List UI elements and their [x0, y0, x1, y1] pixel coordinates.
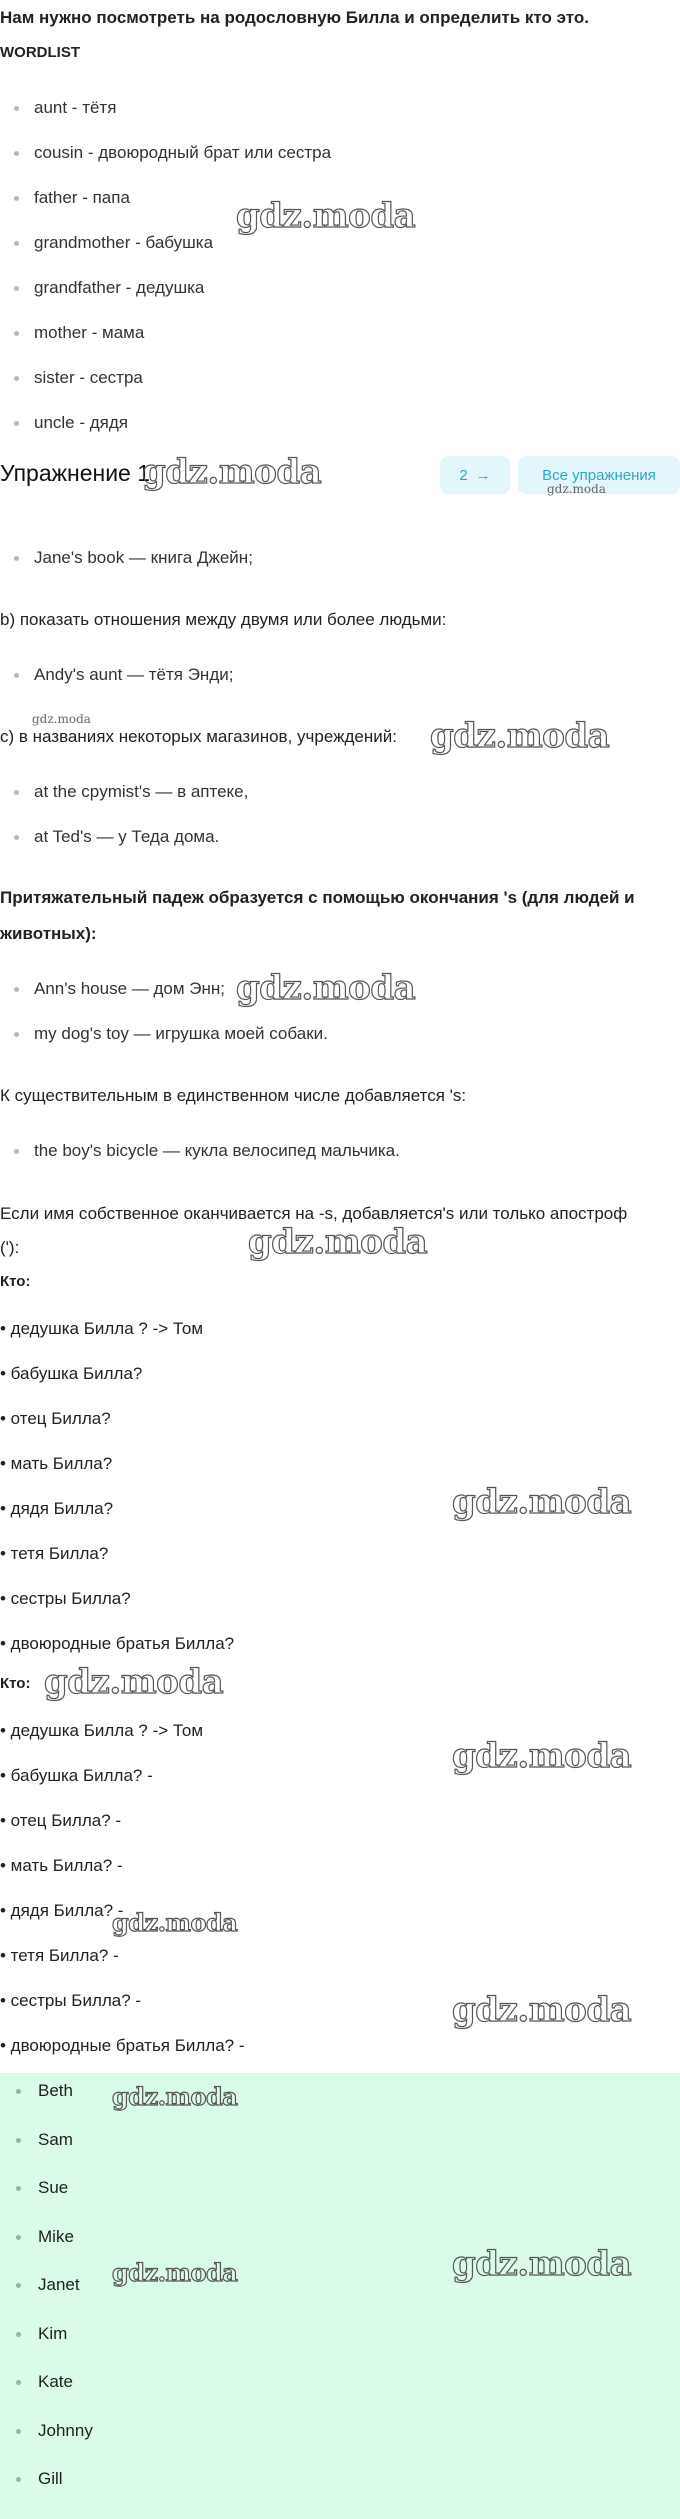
- list-item: sister - сестра: [0, 366, 143, 390]
- grammar-rule-line1: Притяжательный падеж образуется с помощью окончания 's (для людей и: [0, 888, 635, 907]
- list-item: mother - мама: [0, 321, 144, 345]
- name-item: Beth: [0, 2079, 73, 2103]
- list-item: grandmother - бабушка: [0, 231, 213, 255]
- list-item: aunt - тётя: [0, 96, 116, 120]
- watermark: gdz.moda: [236, 196, 416, 236]
- watermark: gdz.moda: [236, 968, 416, 1008]
- question-item: • дядя Билла? -: [0, 1901, 124, 1920]
- arrow-right-icon: →: [475, 466, 491, 484]
- grammar-rule-line2: животных):: [0, 924, 97, 943]
- question-item: • мать Билла?: [0, 1454, 113, 1473]
- question-item: • тетя Билла?: [0, 1544, 109, 1563]
- exercise-heading: Упражнение 1: [0, 460, 151, 486]
- question-item: • бабушка Билла? -: [0, 1766, 153, 1785]
- question-item: • двоюродные братья Билла?: [0, 1634, 235, 1653]
- next-exercise-button[interactable]: [440, 456, 510, 494]
- list-item: father - папа: [0, 186, 130, 210]
- grammar-point-b: b) показать отношения между двумя или более людьми:: [0, 610, 447, 629]
- questions-label: Кто:: [0, 1675, 31, 1692]
- question-item: • сестры Билла? -: [0, 1991, 142, 2010]
- watermark: gdz.moda: [112, 2258, 238, 2287]
- question-item: • мать Билла? -: [0, 1856, 123, 1875]
- list-item: uncle - дядя: [0, 411, 128, 435]
- list-item: my dog's toy — игрушка моей собаки.: [0, 1022, 328, 1046]
- name-item: Sue: [0, 2176, 68, 2200]
- watermark: gdz.moda: [44, 1662, 224, 1702]
- list-item: at the срymist's — в аптеке,: [0, 780, 248, 804]
- question-item: • дедушка Билла ? -> Том: [0, 1319, 204, 1338]
- name-item: Johnny: [0, 2419, 93, 2443]
- question-item: • тетя Билла? -: [0, 1946, 119, 1965]
- watermark: gdz.moda: [142, 452, 322, 492]
- question-item: • двоюродные братья Билла? -: [0, 2036, 245, 2055]
- name-item: Sam: [0, 2128, 73, 2152]
- watermark: gdz.moda: [32, 712, 91, 726]
- name-item: Mike: [0, 2225, 74, 2249]
- name-item: Kim: [0, 2322, 67, 2346]
- watermark: gdz.moda: [112, 1908, 238, 1937]
- questions-label: Кто:: [0, 1273, 31, 1290]
- name-item: Janet: [0, 2273, 80, 2297]
- intro-text: Нам нужно посмотреть на родословную Билла и определить кто это.: [0, 8, 589, 27]
- list-item: Ann's house — дом Энн;: [0, 977, 225, 1001]
- watermark: gdz.moda: [430, 716, 610, 756]
- list-item: at Ted's — у Теда дома.: [0, 825, 219, 849]
- list-item: Jane's book — книга Джейн;: [0, 546, 253, 570]
- list-item: grandfather - дедушка: [0, 276, 204, 300]
- question-item: • отец Билла?: [0, 1409, 111, 1428]
- watermark: gdz.moda: [452, 1482, 632, 1522]
- watermark: gdz.moda: [547, 482, 606, 496]
- watermark: gdz.moda: [112, 2082, 238, 2111]
- watermark: gdz.moda: [452, 1736, 632, 1776]
- grammar-point-c: c) в названиях некоторых магазинов, учреждений:: [0, 727, 397, 746]
- watermark: gdz.moda: [248, 1222, 428, 1262]
- all-exercises-label: Все упражнения: [542, 466, 656, 484]
- question-item: • дядя Билла?: [0, 1499, 114, 1518]
- answer-block: [0, 2073, 680, 2519]
- question-item: • сестры Билла?: [0, 1589, 131, 1608]
- next-exercise-label: 2: [459, 466, 468, 484]
- list-item: cousin - двоюродный брат или сестра: [0, 141, 331, 165]
- watermark: gdz.moda: [452, 1990, 632, 2030]
- question-item: • бабушка Билла?: [0, 1364, 143, 1383]
- name-item: Kate: [0, 2370, 73, 2394]
- grammar-proper-rule-line2: ('):: [0, 1238, 20, 1257]
- list-item: the boy's bicycle — кукла велосипед мальчика.: [0, 1139, 400, 1163]
- watermark: gdz.moda: [452, 2244, 632, 2284]
- question-item: • отец Билла? -: [0, 1811, 122, 1830]
- grammar-singular-rule: К существительным в единственном числе добавляется 's:: [0, 1086, 467, 1105]
- grammar-proper-rule-line1: Если имя собственное оканчивается на -s, добавляется's или только апостроф: [0, 1204, 628, 1223]
- wordlist-title: WORDLIST: [0, 44, 80, 61]
- name-item: Gill: [0, 2467, 63, 2491]
- question-item: • дедушка Билла ? -> Том: [0, 1721, 204, 1740]
- list-item: Andy's aunt — тётя Энди;: [0, 663, 233, 687]
